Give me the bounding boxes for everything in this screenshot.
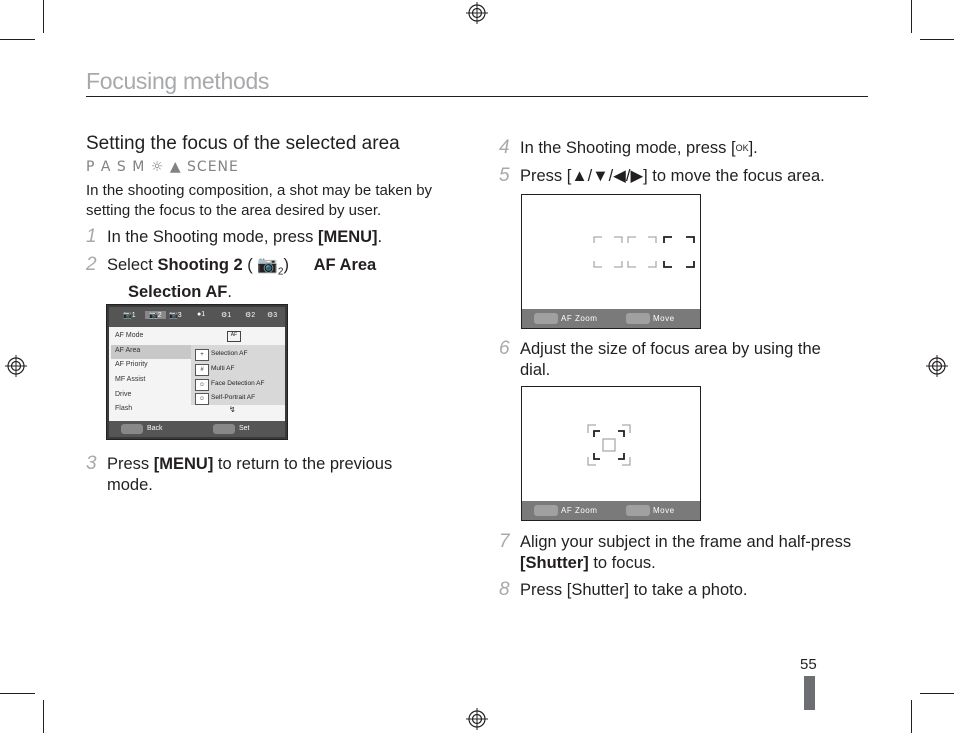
step-text: Press [Shutter] to take a photo. [520, 581, 748, 599]
move-button-icon [626, 313, 650, 324]
submenu-item: Face Detection AF [211, 380, 265, 387]
focus-frame-grid-icon [592, 235, 698, 269]
focus-screen-move [521, 194, 701, 329]
registration-mark-icon [466, 708, 488, 730]
menu-row: Flash [115, 405, 133, 412]
set-button-icon [213, 424, 235, 434]
step-7 [499, 531, 880, 574]
crop-mark [43, 0, 44, 33]
crop-mark [43, 700, 44, 733]
focus-frame-resize-icon [586, 423, 632, 467]
page-tab-bar [804, 676, 815, 710]
page-number: 55 [800, 656, 817, 673]
step-8 [499, 579, 748, 601]
page-title: Focusing methods [86, 68, 270, 94]
camera-icon: 📷 [257, 256, 278, 274]
modes-text: P A S M [86, 159, 146, 175]
step-bold: [Shutter] [520, 554, 589, 572]
af-zoom-label: AF Zoom [561, 314, 598, 323]
step-bold: Shooting 2 [157, 256, 243, 274]
step-6 [499, 338, 860, 381]
screen-bottom-bar [522, 501, 700, 520]
step-text: ) [283, 256, 289, 274]
step-number: 6 [499, 338, 510, 359]
menu-body [109, 327, 285, 421]
step-text: ( [242, 256, 258, 274]
zoom-button-icon [534, 505, 558, 516]
step-text: to focus. [588, 554, 656, 572]
tab-settings-2: ⚙2 [245, 312, 256, 319]
menu-row: Drive [115, 391, 132, 398]
step-number: 1 [86, 226, 97, 247]
move-button-icon [626, 505, 650, 516]
step-text: In the Shooting mode, press [ [520, 139, 736, 157]
self-portrait-icon: ☺ [195, 393, 209, 405]
step-text: . [227, 283, 232, 302]
step-bold: AF Area [313, 256, 377, 274]
mode-icons [86, 159, 239, 175]
screen-bottom-bar [522, 309, 700, 328]
step-text: In the Shooting mode, press [107, 228, 318, 246]
intro-text: In the shooting composition, a shot may be taken by setting the focus to the area desired by user. [86, 182, 433, 219]
crop-mark [911, 0, 912, 33]
step-bold: [MENU] [153, 455, 214, 473]
step-1 [86, 226, 383, 248]
tab-shooting-3: 📷3 [169, 312, 182, 319]
submenu-item: Selection AF [211, 350, 248, 357]
tab-settings-1: ⚙1 [221, 312, 232, 319]
step-number: 2 [86, 254, 97, 275]
step-text: mode. [107, 476, 153, 494]
registration-mark-icon [926, 355, 948, 377]
step-number: 5 [499, 165, 510, 186]
menu-row: MF Assist [115, 376, 146, 383]
move-label: Move [653, 506, 675, 515]
set-label: Set [239, 425, 250, 432]
step-number: 4 [499, 137, 510, 158]
step-text: to return to the previous [213, 455, 393, 473]
menu-row: AF Area [115, 347, 141, 354]
af-mode-icon: AF [227, 331, 241, 342]
af-zoom-label: AF Zoom [561, 506, 598, 515]
tab-shooting-1: 📷1 [123, 312, 136, 319]
menu-tabs [109, 307, 285, 327]
section-heading: Setting the focus of the selected area [86, 133, 400, 154]
move-label: Move [653, 314, 675, 323]
step-number: 3 [86, 453, 97, 474]
face-detection-icon: ☺ [195, 379, 209, 391]
icon-subscript: 2 [277, 266, 284, 278]
back-label: Back [147, 425, 163, 432]
crop-mark [0, 693, 35, 694]
crop-mark [0, 39, 35, 40]
step-text: Adjust the size of focus area by using the [520, 340, 821, 358]
menu-row: AF Priority [115, 361, 148, 368]
step-4 [499, 137, 758, 159]
menu-row: AF Mode [115, 332, 144, 339]
submenu-item: Self-Portrait AF [211, 394, 256, 401]
step-text: dial. [520, 361, 551, 379]
submenu-item: Multi AF [211, 365, 235, 372]
selection-af-icon: + [195, 349, 209, 361]
step-5 [499, 165, 825, 187]
step-text: . [377, 228, 383, 246]
crop-mark [920, 39, 954, 40]
menu-bottom-bar [109, 421, 285, 437]
smart-auto-icon: ☼ [150, 159, 165, 175]
multi-af-icon: # [195, 364, 209, 376]
step-text: Align your subject in the frame and half-press [520, 533, 852, 551]
scene-text: SCENE [187, 159, 239, 175]
step-number: 7 [499, 531, 510, 552]
step-bold: [MENU] [317, 228, 378, 246]
title-rule [86, 96, 868, 97]
tab-shooting-2: 📷2 [145, 311, 166, 319]
ok-button-icon: OK [735, 143, 749, 153]
camera-menu-screen [106, 304, 288, 440]
step-number: 8 [499, 579, 510, 600]
step-bold: Selection AF [128, 283, 228, 302]
crop-mark [920, 693, 954, 694]
step-2 [86, 254, 407, 303]
zoom-button-icon [534, 313, 558, 324]
step-3 [86, 453, 447, 496]
step-text: ]. [748, 139, 758, 157]
focus-screen-size [521, 386, 701, 521]
af-area-submenu [191, 345, 285, 405]
step-text: Select [107, 256, 158, 274]
crop-mark [911, 700, 912, 733]
flash-icon: ↯ [229, 405, 236, 414]
registration-mark-icon [5, 355, 27, 377]
step-text: Press [▲/▼/◀/▶] to move the focus area. [520, 167, 825, 185]
tab-settings-3: ⚙3 [267, 312, 278, 319]
registration-mark-icon [466, 2, 488, 24]
tab-person: ●1 [197, 311, 206, 318]
back-button-icon [121, 424, 143, 434]
landscape-icon: ▲ [169, 159, 182, 175]
step-text: Press [107, 455, 154, 473]
